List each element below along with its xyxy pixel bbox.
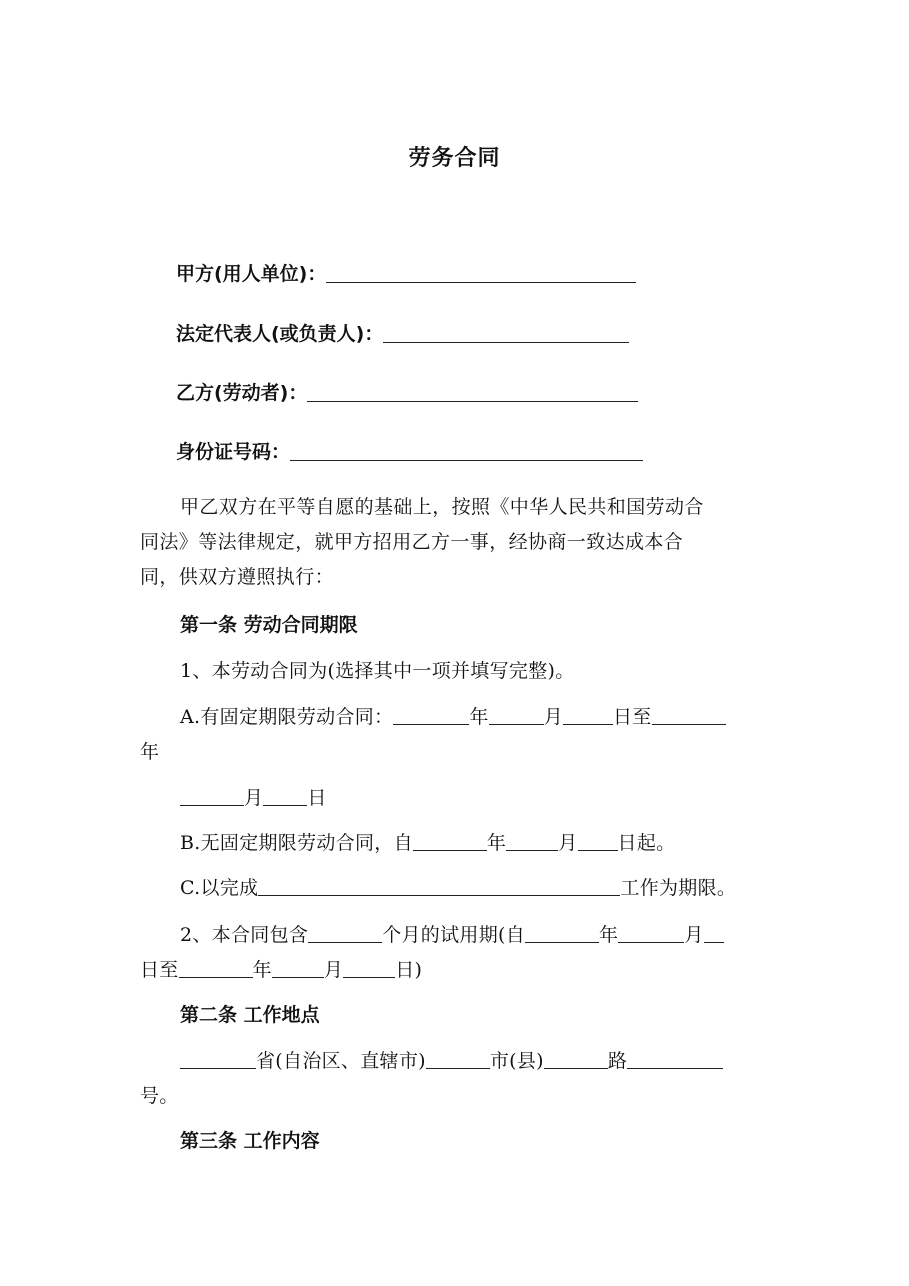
item-2-prefix: 2、本合同包含 — [180, 924, 309, 946]
close-paren-text: 日) — [395, 959, 423, 981]
month-text: 月 — [684, 924, 704, 946]
id-number-blank[interactable] — [290, 440, 643, 461]
month-text: 月 — [323, 959, 344, 981]
trial-end-day-blank[interactable] — [343, 958, 395, 978]
open-year-blank[interactable] — [413, 831, 487, 851]
start-year-blank[interactable] — [393, 705, 469, 725]
party-a-label: 甲方(用人单位)： — [176, 263, 327, 285]
task-blank[interactable] — [258, 876, 620, 896]
option-a-label: A.有固定期限劳动合同： — [180, 706, 394, 728]
work-location-line — [180, 1046, 723, 1073]
trial-end-month-blank[interactable] — [272, 958, 324, 978]
trial-start-day-blank[interactable] — [704, 923, 724, 943]
article-2-heading: 第二条 工作地点 — [180, 1004, 320, 1026]
year-text: 年 — [469, 706, 489, 728]
open-month-blank[interactable] — [506, 831, 558, 851]
document-title: 劳务合同 — [408, 146, 501, 171]
option-b-label: B.无固定期限劳动合同，自 — [180, 832, 413, 854]
legal-rep-blank[interactable] — [383, 322, 629, 343]
party-b-label: 乙方(劳动者)： — [176, 382, 308, 404]
party-a-field — [176, 258, 636, 286]
end-month-blank[interactable] — [180, 786, 244, 806]
option-c-line — [180, 873, 736, 900]
trial-months-blank[interactable] — [308, 923, 382, 943]
year-text: 年 — [486, 832, 507, 854]
open-day-blank[interactable] — [578, 831, 618, 851]
party-b-field — [176, 377, 638, 405]
month-text: 月 — [244, 787, 264, 809]
party-a-blank[interactable] — [326, 262, 636, 283]
option-a-end-line — [180, 783, 327, 810]
city-text: 市(县) — [489, 1050, 544, 1072]
month-text: 月 — [543, 706, 563, 728]
city-blank[interactable] — [426, 1049, 490, 1069]
trial-start-year-blank[interactable] — [525, 923, 599, 943]
article-3-heading: 第三条 工作内容 — [180, 1130, 320, 1152]
day-to-text: 日至 — [613, 706, 652, 728]
day-to-text: 日至 — [140, 959, 179, 981]
year-text: 年 — [599, 924, 619, 946]
year-wrap-text: 年 — [140, 741, 160, 763]
legal-rep-label: 法定代表人(或负责人)： — [176, 323, 384, 345]
end-day-blank[interactable] — [263, 786, 307, 806]
article-1-item-1: 1、本劳动合同为(选择其中一项并填写完整)。 — [180, 660, 575, 682]
trial-start-month-blank[interactable] — [618, 923, 684, 943]
number-blank[interactable] — [627, 1049, 723, 1069]
province-text: 省(自治区、直辖市) — [256, 1050, 426, 1072]
option-a-line — [180, 702, 726, 729]
item-2-mid: 个月的试用期(自 — [382, 924, 526, 946]
id-number-label: 身份证号码： — [176, 441, 291, 463]
month-text: 月 — [558, 832, 578, 854]
intro-line: 同法》等法律规定，就甲方招用乙方一事，经协商一致达成本合 — [140, 531, 684, 553]
option-c-label: C.以完成 — [180, 877, 259, 899]
legal-rep-field — [176, 318, 629, 346]
province-blank[interactable] — [180, 1049, 256, 1069]
start-month-blank[interactable] — [489, 705, 544, 725]
trial-end-year-blank[interactable] — [179, 958, 253, 978]
intro-line: 同，供双方遵照执行： — [140, 566, 335, 588]
road-text: 路 — [607, 1050, 628, 1072]
article-1-item-2-cont — [140, 955, 422, 982]
day-text: 日 — [307, 787, 327, 809]
article-1-item-2 — [180, 920, 724, 947]
article-1-heading: 第一条 劳动合同期限 — [180, 614, 358, 636]
end-year-blank[interactable] — [652, 705, 726, 725]
option-c-suffix: 工作为期限。 — [620, 877, 737, 899]
party-b-blank[interactable] — [307, 381, 638, 402]
day-from-text: 日起。 — [617, 832, 676, 854]
option-b-line — [180, 828, 675, 855]
intro-line: 甲乙双方在平等自愿的基础上，按照《中华人民共和国劳动合 — [180, 496, 704, 518]
number-text: 号。 — [140, 1085, 179, 1107]
year-text: 年 — [252, 959, 272, 981]
id-number-field — [176, 436, 643, 464]
road-blank[interactable] — [544, 1049, 608, 1069]
start-day-blank[interactable] — [563, 705, 613, 725]
intro-paragraph — [140, 490, 762, 595]
